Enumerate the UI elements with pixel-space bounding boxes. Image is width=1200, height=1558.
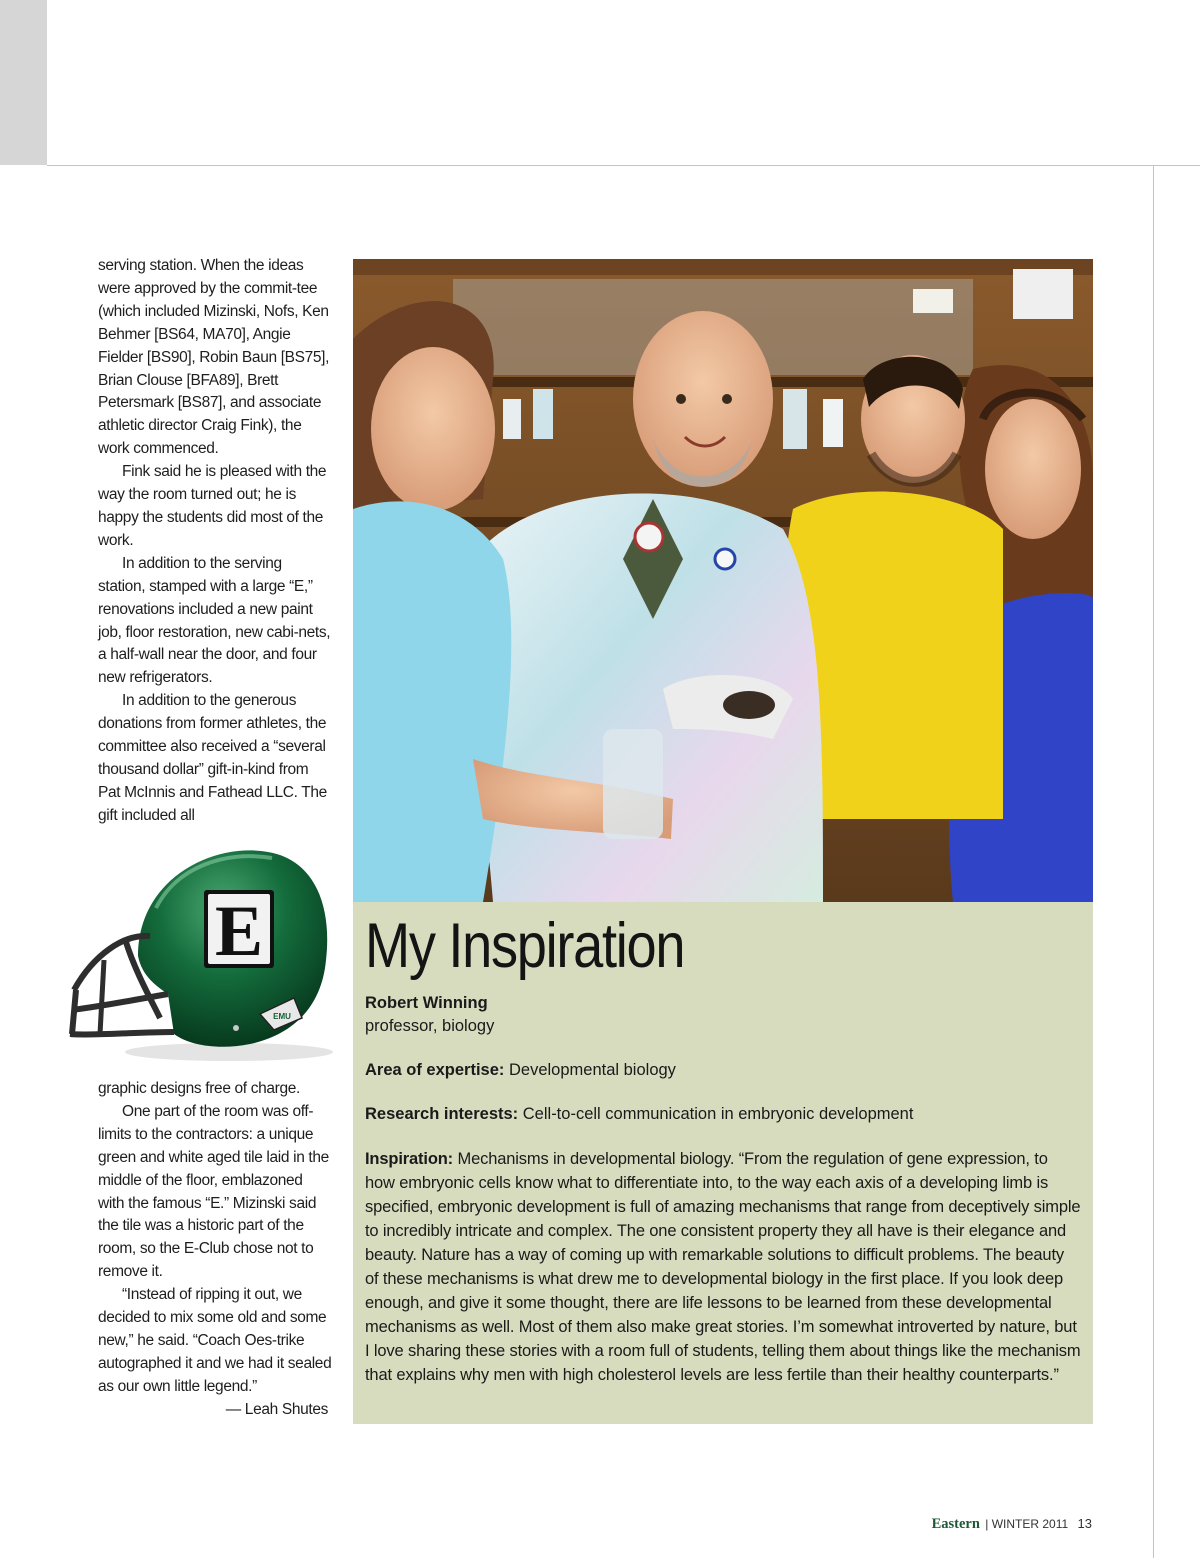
expertise-label: Area of expertise: <box>365 1061 505 1079</box>
expertise-value: Developmental biology <box>508 1061 676 1079</box>
helmet-letter: E <box>214 891 264 971</box>
professor-name: Robert Winning <box>365 994 488 1012</box>
issue-label: | WINTER 2011 <box>985 1517 1069 1531</box>
article-column-top <box>98 255 332 828</box>
article-paragraph: Fink said he is pleased with the way the room turned out; he is happy the students did most of the work. <box>98 463 327 549</box>
page-footer <box>932 1516 1092 1533</box>
page-number: 13 <box>1077 1516 1092 1531</box>
inspiration-text: Mechanisms in developmental biology. “From the regulation of gene expression, to how embryonic cells know what to differentiate into, to the way each axis of a developing limb is specified, embryonic development is full of amazing mechanisms that range from deceptively simple to incredibly intricate and complex. The one consistent property they all have is their elegance and beauty. Nature has a way of coming up with remarkable solutions to difficult problems. The beauty of these mechanisms is what drew me to developmental biology in the first place. If you look deep enough, and give it some thought, there are life lessons to be learned from these developmental mechanisms as well. Most of them also make great stories. I’m somewhat introverted by nature, but I love sharing these stories with a room full of students, telling them about things like the mechanism that explains why men with high cholesterol levels are less fertile than their healthy counterparts.” <box>365 1150 1081 1384</box>
article-paragraph: serving station. When the ideas were approved by the commit-tee (which included Mizinski, Nofs, Ken Behmer [BS64, MA70], Angie Fielder [BS90], Robin Baun [BS75], Brian Clouse [BFA89], Brett Petersmark [BS87], and associate athletic director Craig Fink), the work commenced. <box>98 257 330 458</box>
helmet-decal-text: EMU <box>273 1012 291 1021</box>
article-paragraph: “Instead of ripping it out, we decided to mix some old and some new,” he said. “Coach Oes-trike autographed it and we had it sealed as our own little legend.” <box>98 1286 332 1395</box>
author-signature: — Leah Shutes <box>225 1400 328 1418</box>
article-paragraph: One part of the room was off-limits to the contractors: a unique green and white aged tile laid in the middle of the floor, emblazoned with the famous “E.” Mizinski said the tile was a historic part of the room, so the E-Club chose not to remove it. <box>98 1102 329 1281</box>
expertise-row <box>365 1059 1081 1081</box>
football-helmet-image <box>64 838 336 1066</box>
article-column-bottom <box>98 1078 332 1422</box>
research-row <box>365 1103 1081 1125</box>
research-label: Research interests: <box>365 1105 519 1123</box>
article-paragraph: graphic designs free of charge. <box>98 1080 300 1097</box>
article-paragraph: In addition to the generous donations from former athletes, the committee also received a “several thousand dollar” gift-in-kind from Pat McInnis and Fathead LLC. The gift included all <box>98 692 327 824</box>
right-margin-rule <box>1153 166 1154 1558</box>
top-rule <box>47 165 1200 166</box>
magazine-brand: Eastern <box>931 1516 980 1532</box>
inspiration-label: Inspiration: <box>365 1150 454 1168</box>
research-value: Cell-to-cell communication in embryonic development <box>522 1105 914 1123</box>
inspiration-sidebar <box>353 902 1093 1424</box>
article-paragraph: In addition to the serving station, stamped with a large “E,” renovations included a new paint job, floor restoration, new cabi-nets, a half-wall near the door, and four new refrigerators. <box>98 554 331 687</box>
professor-role: professor, biology <box>365 1017 495 1035</box>
lab-photo <box>353 259 1093 902</box>
page-edge-tab <box>0 0 47 165</box>
sidebar-title: My Inspiration <box>365 911 685 981</box>
inspiration-row <box>365 1147 1081 1387</box>
